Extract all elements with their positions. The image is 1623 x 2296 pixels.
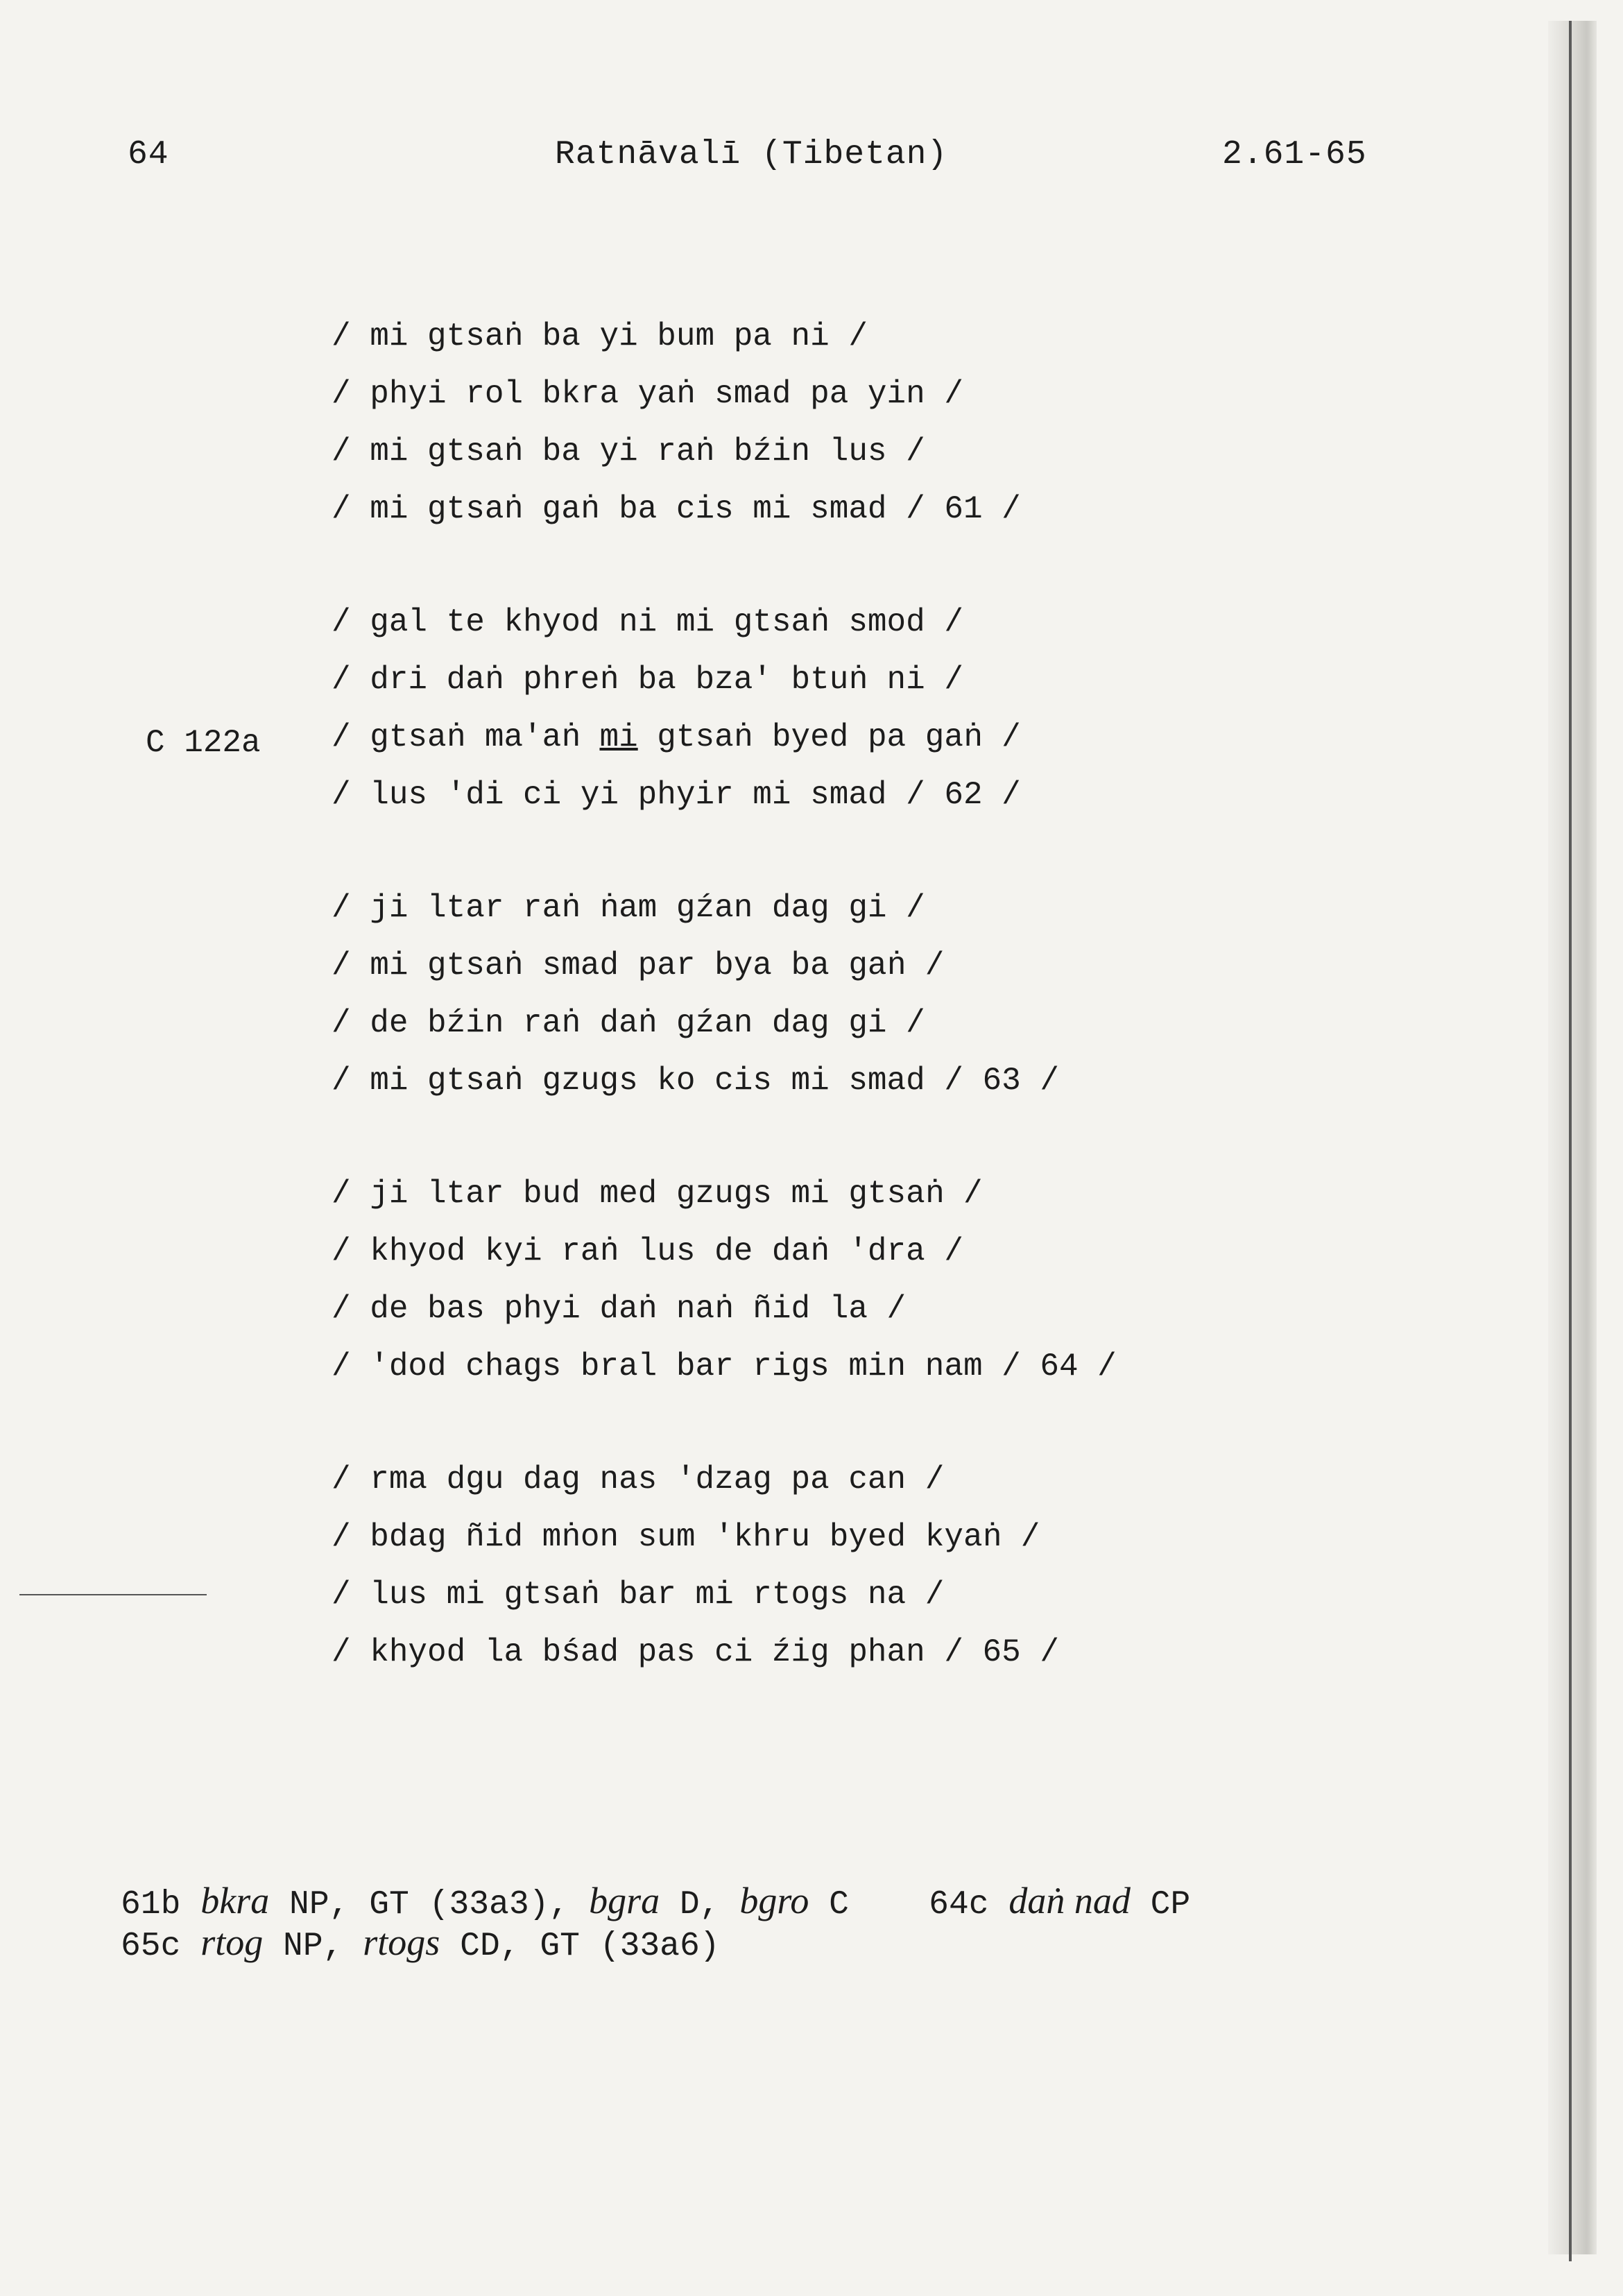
verse-line: / ji ltar bud med gzugs mi gtsaṅ / (332, 1176, 983, 1212)
footnotes (121, 1880, 1190, 1963)
verse-line: / mi gtsaṅ gzugs ko cis mi smad / 63 / (332, 1063, 1059, 1099)
verse-line: / khyod kyi raṅ lus de daṅ 'dra / (332, 1233, 963, 1269)
page-edge-shadow (1548, 21, 1597, 2254)
note-text: 65c (121, 1928, 201, 1965)
margin-rule (19, 1594, 207, 1595)
verse-line: / 'dod chags bral bar rigs min nam / 64 / (332, 1348, 1117, 1385)
verse-line (332, 709, 1117, 766)
verse-line: / ji ltar raṅ ṅam gźan dag gi / (332, 890, 925, 926)
note-text: NP, GT (33a3), (269, 1886, 590, 1924)
note-text: C 64c (809, 1886, 1009, 1924)
verse-line: / mi gtsaṅ smad par bya ba gaṅ / (332, 948, 945, 984)
verse-line: / phyi rol bkra yaṅ smad pa yin / (332, 376, 963, 412)
verse-line: / mi gtsaṅ ba yi raṅ bźin lus / (332, 434, 925, 470)
stanza (332, 594, 1117, 824)
verse-line: / khyod la bśad pas ci źig phan / 65 / (332, 1634, 1059, 1670)
verse-line: / de bźin raṅ daṅ gźan dag gi / (332, 1005, 925, 1041)
variant-reading: rtog (200, 1921, 264, 1963)
stanza (332, 1165, 1117, 1396)
variant-reading: rtogs (363, 1921, 440, 1963)
variant-reading: bgra (589, 1880, 660, 1921)
verse-line: / mi gtsaṅ ba yi bum pa ni / (332, 318, 868, 354)
note-text: 61b (121, 1886, 201, 1924)
margin-reference: C 122a (146, 725, 261, 761)
footnote-line (121, 1880, 1191, 1924)
note-text: CD, GT (33a6) (440, 1928, 720, 1965)
stanza (332, 308, 1117, 538)
page-number: 64 (128, 136, 169, 173)
verse-line: / bdag ñid mṅon sum 'khru byed kyaṅ / (332, 1519, 1040, 1555)
note-text: CP (1130, 1886, 1191, 1924)
verse-line: / lus mi gtsaṅ bar mi rtogs na / (332, 1577, 945, 1613)
stanza (332, 1451, 1117, 1681)
verse-line: / mi gtsaṅ gaṅ ba cis mi smad / 61 / (332, 491, 1021, 527)
stanza (332, 880, 1117, 1110)
verse-line: / lus 'di ci yi phyir mi smad / 62 / (332, 777, 1021, 813)
page-edge-line (1569, 21, 1572, 2261)
variant-reading: daṅ nad (1008, 1880, 1131, 1921)
verse-line: / dri daṅ phreṅ ba bza' btuṅ ni / (332, 662, 963, 698)
variant-reading: bkra (200, 1880, 270, 1921)
page-title: Ratnāvalī (Tibetan) (555, 136, 948, 173)
verse-line: / rma dgu dag nas 'dzag pa can / (332, 1462, 945, 1498)
underlined-word: mi (599, 719, 638, 755)
note-text: D, (660, 1886, 740, 1924)
verse-range: 2.61-65 (1222, 136, 1367, 173)
verse-text: / gtsaṅ ma'aṅ (332, 719, 600, 755)
variant-reading: bgro (739, 1880, 809, 1921)
verse-text: gtsaṅ byed pa gaṅ / (637, 719, 1021, 755)
footnote-line (121, 1921, 1190, 1963)
verse-line: / de bas phyi daṅ naṅ ñid la / (332, 1291, 907, 1327)
verse-block (332, 308, 1117, 1737)
verse-line: / gal te khyod ni mi gtsaṅ smod / (332, 604, 963, 640)
note-text: NP, (263, 1928, 363, 1965)
